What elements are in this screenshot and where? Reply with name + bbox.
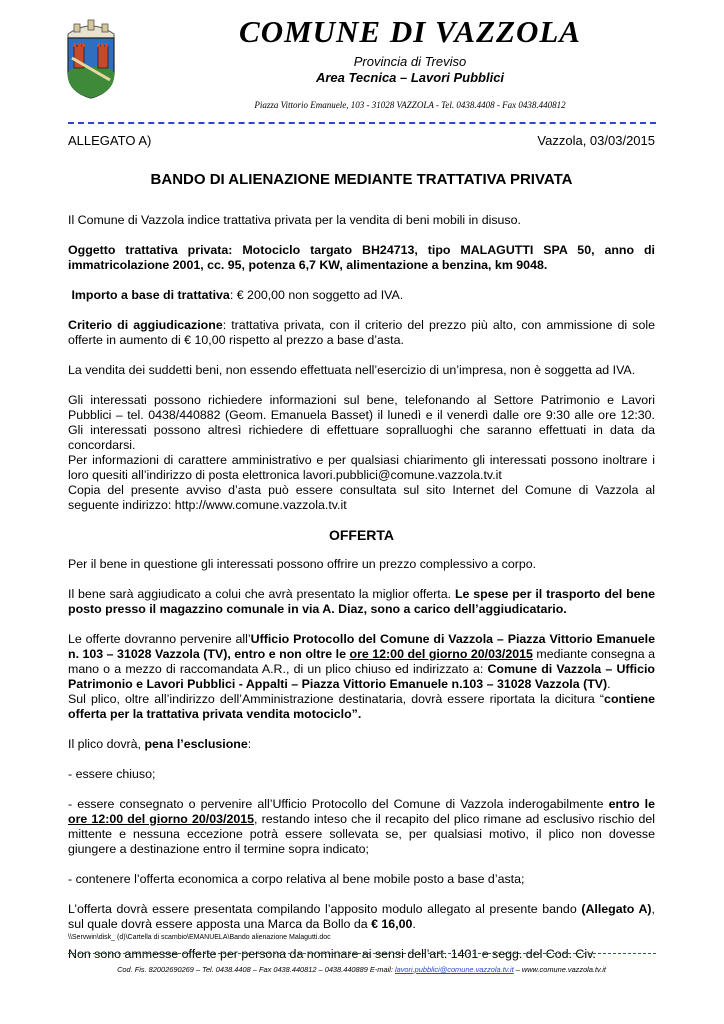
footer-site: – www.comune.vazzola.tv.it: [513, 965, 606, 974]
delivery-text-1: Le offerte dovranno pervenire all’: [68, 632, 251, 646]
criterion-label: Criterio di aggiudicazione: [68, 318, 223, 332]
info-paragraph-3: Copia del presente avviso d’asta può essere consultata sul sito Internet del Comune di Vazzola al seguente indirizzo: http://www.comune.vazzola.tv.it: [68, 483, 655, 512]
footer: [68, 965, 655, 974]
requirements-colon: :: [247, 737, 252, 751]
form-text-1: L’offerta dovrà essere presentata compilando l’apposito modulo allegato al presente bando: [68, 902, 582, 916]
award-paragraph: [68, 587, 655, 617]
address-line: Piazza Vittorio Emanuele, 103 - 31028 VAZZOLA - Tel. 0438.4408 - Fax 0438.440812: [254, 100, 566, 110]
document-body: [68, 213, 655, 977]
requirements-text: Il plico dovrà,: [68, 737, 145, 751]
info-paragraph-1: Gli interessati possono richiedere informazioni sul bene, telefonando al Settore Patrimonio e Lavori Pubblici – tel. 0438/440882 (Geom. Emanuela Basset) il lunedì e il venerdì dalle ore 9:30 alle ore 12:30. Gli interessati possono altresì richiedere di effettuare sopralluoghi che saranno effettuati in data da concordarsi.: [68, 393, 655, 452]
envelope-text: Sul plico, oltre all’indirizzo dell’Amministrazione destinataria, dovrà essere riportata la dicitura “: [68, 692, 605, 706]
form-text-2: , sul quale dovrà essere apposta una Marca da Bollo da: [68, 902, 655, 931]
document-heading: BANDO DI ALIENAZIONE MEDIANTE TRATTATIVA PRIVATA: [150, 171, 573, 188]
requirement-delivery-bold: entro le: [608, 797, 655, 811]
vat-paragraph: La vendita dei suddetti beni, non essendo effettuata nell’esercizio di un’impresa, non è soggetta ad IVA.: [68, 363, 636, 377]
criterion-text: : trattativa privata, con il criterio del prezzo più alto, con ammissione di sole offerte in aumento di € 10,00 rispetto al prezzo a base d’asta.: [68, 318, 655, 347]
object-text: Oggetto trattativa privata: Motociclo targato BH24713, tipo MALAGUTTI SPA 50, anno di immatricolazione 2001, cc. 95, potenza 6,7 KW, alimentazione a benzina, km 9048.: [68, 243, 655, 272]
footer-divider: [68, 953, 656, 954]
requirement-deadline: ore 12:00 del giorno 20/03/2015: [68, 812, 255, 826]
offer-heading: OFFERTA: [328, 527, 395, 543]
municipality-title: COMUNE DI VAZZOLA: [239, 14, 581, 49]
stamp-amount: € 16,00: [371, 917, 413, 931]
intro-paragraph: Il Comune di Vazzola indice trattativa privata per la vendita di beni mobili in disuso.: [68, 213, 521, 227]
offer-intro: Per il bene in questione gli interessati possono offrire un prezzo complessivo a corpo.: [68, 557, 537, 571]
department-label: Area Tecnica – Lavori Pubblici: [315, 70, 505, 85]
delivery-deadline: ore 12:00 del giorno 20/03/2015: [349, 647, 533, 661]
document-meta: [68, 133, 655, 148]
object-paragraph: [68, 243, 655, 273]
municipal-crest-icon: [60, 16, 122, 100]
requirement-contain: - contenere l’offerta economica a corpo relativa al bene mobile posto a base d’asta;: [68, 872, 525, 886]
province-label: Provincia di Treviso: [353, 54, 467, 69]
award-text: Il bene sarà aggiudicato a colui che avrà presentato la miglior offerta.: [68, 587, 452, 601]
file-path: \\Servwin\disk_ (d)\Cartella di scambio\EMANUELA\Bando alienazione Malagutti.doc: [68, 934, 331, 941]
footer-text: Cod. Fis. 82002690269 – Tel. 0438.4408 – Fax 0438.440812 – 0438.440889 E-mail:: [117, 965, 395, 974]
attachment-label: ALLEGATO A): [68, 133, 152, 148]
delivery-address: Comune di Vazzola – Ufficio Patrimonio e Lavori Pubblici - Appalti – Piazza Vittorio Emanuele n.103 – 31028 Vazzola (TV): [68, 662, 655, 691]
delivery-paragraph: [68, 632, 655, 692]
footer-email-link[interactable]: lavori.pubblici@comune.vazzola.tv.it: [394, 965, 514, 974]
envelope-wording: contiene offerta per la trattativa privata vendita motociclo”.: [68, 692, 655, 721]
form-attachment: (Allegato A): [581, 902, 652, 916]
proxy-paragraph: Non sono ammesse offerte per persona da nominare ai sensi dell’art. 1401 e segg. del Cod. Civ.: [68, 947, 596, 961]
form-text-3: .: [412, 917, 416, 931]
requirement-delivery: [68, 797, 655, 857]
delivery-office: Ufficio Protocollo del Comune di Vazzola – Piazza Vittorio Emanuele n. 103 – 31028 Vazzola (TV), entro e non oltre le: [68, 632, 655, 661]
exclusion-label: pena l’esclusione: [144, 737, 248, 751]
requirement-closed: - essere chiuso;: [68, 767, 156, 781]
form-paragraph: [68, 902, 655, 932]
info-paragraph-2: Per informazioni di carattere amministrativo e per qualsiasi chiarimento gli interessati possono inoltrare i loro quesiti all’indirizzo di posta elettronica lavori.pubblici@comune.vazzola.tv.it: [68, 453, 655, 482]
base-price-paragraph: [68, 288, 655, 303]
delivery-text-3: .: [607, 677, 611, 691]
award-bold: Le spese per il trasporto del bene posto presso il magazzino comunale in via A. Diaz, sono a carico dell’aggiudicatario.: [68, 587, 655, 616]
envelope-paragraph: [68, 692, 655, 722]
base-price-label: Importo a base di trattativa: [71, 288, 230, 302]
requirement-delivery-text: - essere consegnato o pervenire all’Ufficio Protocollo del Comune di Vazzola inderogabilmente: [68, 797, 609, 811]
delivery-text-2: mediante consegna a mano o a mezzo di raccomandata A.R., di un plico chiuso ed indirizzato a:: [68, 647, 655, 676]
requirements-intro: [68, 737, 655, 752]
header-divider: [68, 122, 656, 124]
criterion-paragraph: [68, 318, 655, 348]
requirement-delivery-rest: , restando inteso che il recapito del plico rimane ad esclusivo rischio del mittente e nessuna eccezione potrà essere sollevata se, per qualsiasi motivo, il plico non dovesse giungere a destinazione entro il termine sopra indicato;: [68, 812, 656, 856]
place-date: Vazzola, 03/03/2015: [537, 133, 655, 148]
base-price-value: : € 200,00 non soggetto ad IVA.: [229, 288, 404, 302]
